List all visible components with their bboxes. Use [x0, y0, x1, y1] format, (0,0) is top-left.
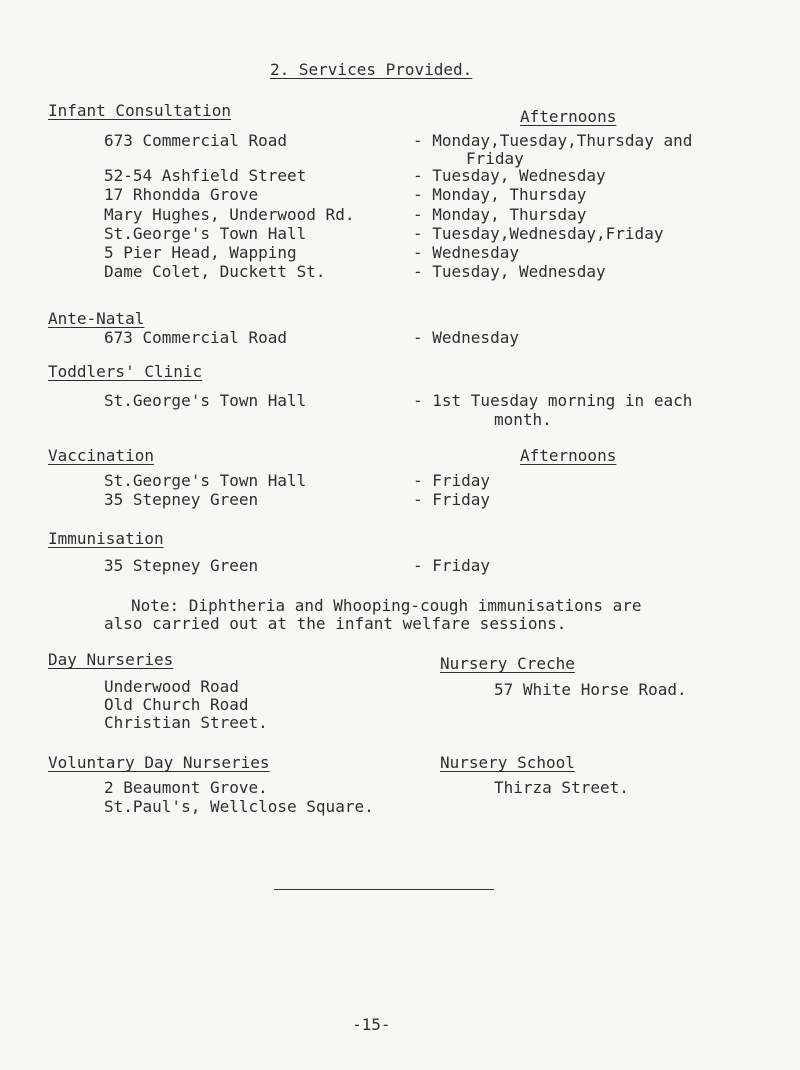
heading-nursery-creche: Nursery Creche — [440, 654, 575, 673]
infant-place-4: Mary Hughes, Underwood Rd. — [104, 205, 355, 224]
heading-day-nurseries: Day Nurseries — [48, 650, 174, 669]
page-number: -15- — [352, 1015, 391, 1034]
infant-place-3: 17 Rhondda Grove — [104, 185, 259, 204]
infant-place-6: 5 Pier Head, Wapping — [104, 243, 297, 262]
section-heading-vaccination: Vaccination — [48, 446, 154, 465]
infant-days-4: - Monday, Thursday — [413, 205, 587, 224]
voluntary-nursery-2: St.Paul's, Wellclose Square. — [104, 797, 374, 816]
column-heading-afternoons-vaccination: Afternoons — [520, 446, 617, 465]
infant-place-5: St.George's Town Hall — [104, 224, 307, 243]
section-divider — [274, 889, 494, 890]
nursery-creche-1: 57 White Horse Road. — [494, 680, 687, 699]
vaccination-place-1: St.George's Town Hall — [104, 471, 307, 490]
day-nursery-1: Underwood Road — [104, 677, 239, 696]
heading-voluntary-day-nurseries: Voluntary Day Nurseries — [48, 753, 270, 772]
toddlers-days-1: - 1st Tuesday morning in each — [413, 391, 693, 410]
antenatal-place-1: 673 Commercial Road — [104, 328, 288, 347]
section-heading-infant-consultation: Infant Consultation — [48, 101, 232, 120]
section-heading-toddlers-clinic: Toddlers' Clinic — [48, 362, 203, 381]
infant-days-1: - Monday,Tuesday,Thursday and — [413, 131, 693, 150]
infant-days-3: - Monday, Thursday — [413, 185, 587, 204]
infant-place-7: Dame Colet, Duckett St. — [104, 262, 326, 281]
toddlers-place-1: St.George's Town Hall — [104, 391, 307, 410]
note-line-2: also carried out at the infant welfare sessions. — [104, 614, 567, 633]
heading-nursery-school: Nursery School — [440, 753, 575, 772]
immunisation-days-1: - Friday — [413, 556, 491, 575]
immunisation-place-1: 35 Stepney Green — [104, 556, 259, 575]
nursery-school-1: Thirza Street. — [494, 778, 629, 797]
vaccination-days-1: - Friday — [413, 471, 491, 490]
infant-days-1-cont: Friday — [466, 149, 524, 168]
note-line-1: Note: Diphtheria and Whooping-cough immunisations are — [131, 596, 642, 615]
infant-days-7: - Tuesday, Wednesday — [413, 262, 606, 281]
vaccination-days-2: - Friday — [413, 490, 491, 509]
infant-days-2: - Tuesday, Wednesday — [413, 166, 606, 185]
infant-days-6: - Wednesday — [413, 243, 519, 262]
antenatal-days-1: - Wednesday — [413, 328, 519, 347]
day-nursery-3: Christian Street. — [104, 713, 268, 732]
infant-place-1: 673 Commercial Road — [104, 131, 288, 150]
page-title: 2. Services Provided. — [270, 60, 473, 79]
day-nursery-2: Old Church Road — [104, 695, 249, 714]
infant-days-5: - Tuesday,Wednesday,Friday — [413, 224, 664, 243]
section-heading-immunisation: Immunisation — [48, 529, 164, 548]
toddlers-days-1-cont: month. — [494, 410, 552, 429]
infant-place-2: 52-54 Ashfield Street — [104, 166, 307, 185]
vaccination-place-2: 35 Stepney Green — [104, 490, 259, 509]
column-heading-afternoons: Afternoons — [520, 107, 617, 126]
section-heading-ante-natal: Ante-Natal — [48, 309, 145, 328]
voluntary-nursery-1: 2 Beaumont Grove. — [104, 778, 268, 797]
